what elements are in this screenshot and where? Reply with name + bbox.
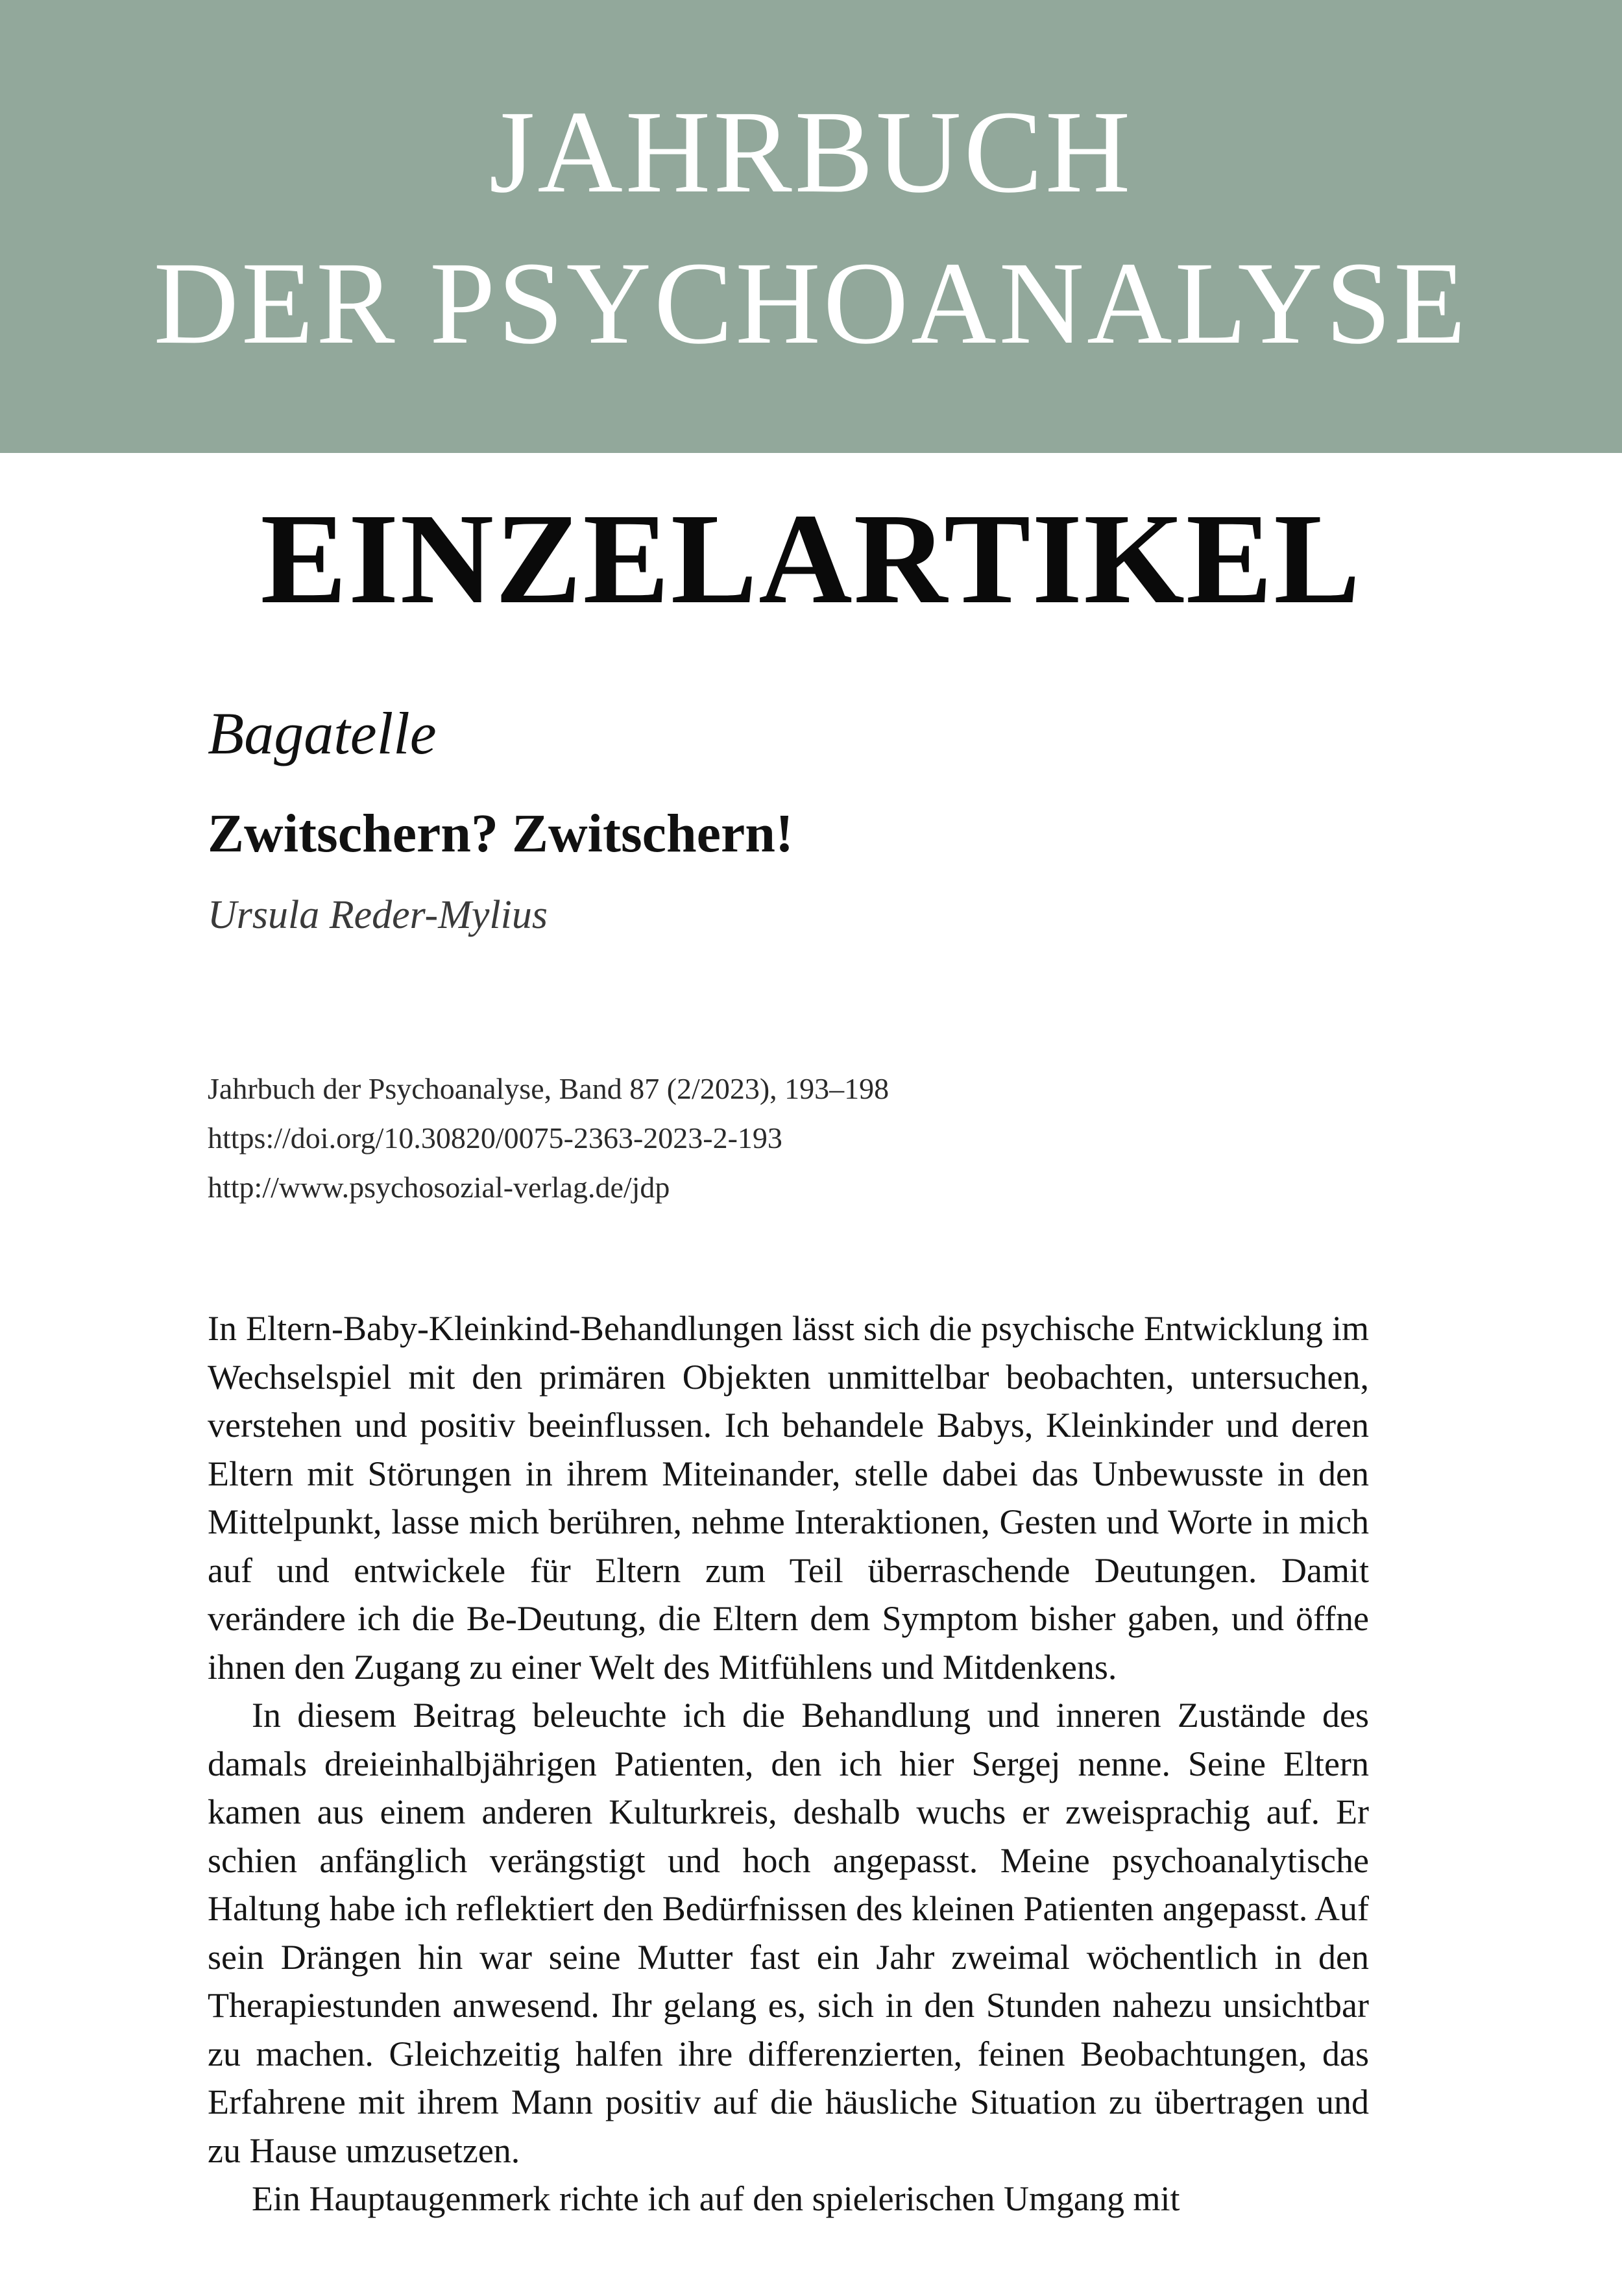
doi-link[interactable]: https://doi.org/10.30820/0075-2363-2023-2-193 <box>208 1121 782 1154</box>
article-title: Zwitschern? Zwitschern! <box>208 803 793 864</box>
article-body <box>208 1304 1369 2223</box>
article-type-label: EINZELARTIKEL <box>260 487 1362 631</box>
website-link[interactable]: http://www.psychosozial-verlag.de/jdp <box>208 1171 670 1204</box>
author-name: Ursula Reder-Mylius <box>208 893 548 937</box>
body-paragraph-3: Ein Hauptaugenmerk richte ich auf den spielerischen Umgang mit <box>252 2179 1180 2218</box>
journal-title-line-2: DER PSYCHOANALYSE <box>153 238 1469 369</box>
citation-block <box>208 1064 1375 1212</box>
citation-line: Jahrbuch der Psychoanalyse, Band 87 (2/2023), 193–198 <box>208 1072 890 1105</box>
body-paragraph-1: In Eltern-Baby-Kleinkind-Behandlungen lässt sich die psychische Entwicklung im Wechselspiel mit den primären Objekten unmittelbar beobachten, untersuchen, verstehen und positiv beeinflussen. Ich behandele Babys, Kleinkinder und deren Eltern mit Störungen in ihrem Miteinander, stelle dabei das Unbewusste in den Mittelpunkt, lasse mich berühren, nehme Interaktionen, Gesten und Worte in mich auf und entwickele für Eltern zum Teil überraschende Deutungen. Damit verändere ich die Be-Deutung, die Eltern dem Symptom bisher gaben, und öffne ihnen den Zugang zu einer Welt des Mitfühlens und Mitdenkens. <box>208 1309 1369 1687</box>
section-label: Bagatelle <box>208 700 437 766</box>
journal-title-line-1: JAHRBUCH <box>489 87 1133 217</box>
body-paragraph-2: In diesem Beitrag beleuchte ich die Behandlung und inneren Zustände des damals dreieinhalbjährigen Patienten, den ich hier Sergej nenne. Seine Eltern kamen aus einem anderen Kulturkreis, deshalb wuchs er zweisprachig auf. Er schien anfänglich verängstigt und hoch angepasst. Meine psychoanalytische Haltung habe ich reflektiert den Bedürfnissen des kleinen Patienten angepasst. Auf sein Drängen hin war seine Mutter fast ein Jahr zweimal wöchentlich in den Therapiestunden anwesend. Ihr gelang es, sich in den Stunden nahezu unsichtbar zu machen. Gleichzeitig halfen ihre differenzierten, feinen Beobachtungen, das Erfahrene mit ihrem Mann positiv auf die häusliche Situation zu übertragen und zu Hause umzusetzen. <box>208 1696 1369 2170</box>
journal-header-band <box>0 0 1622 453</box>
